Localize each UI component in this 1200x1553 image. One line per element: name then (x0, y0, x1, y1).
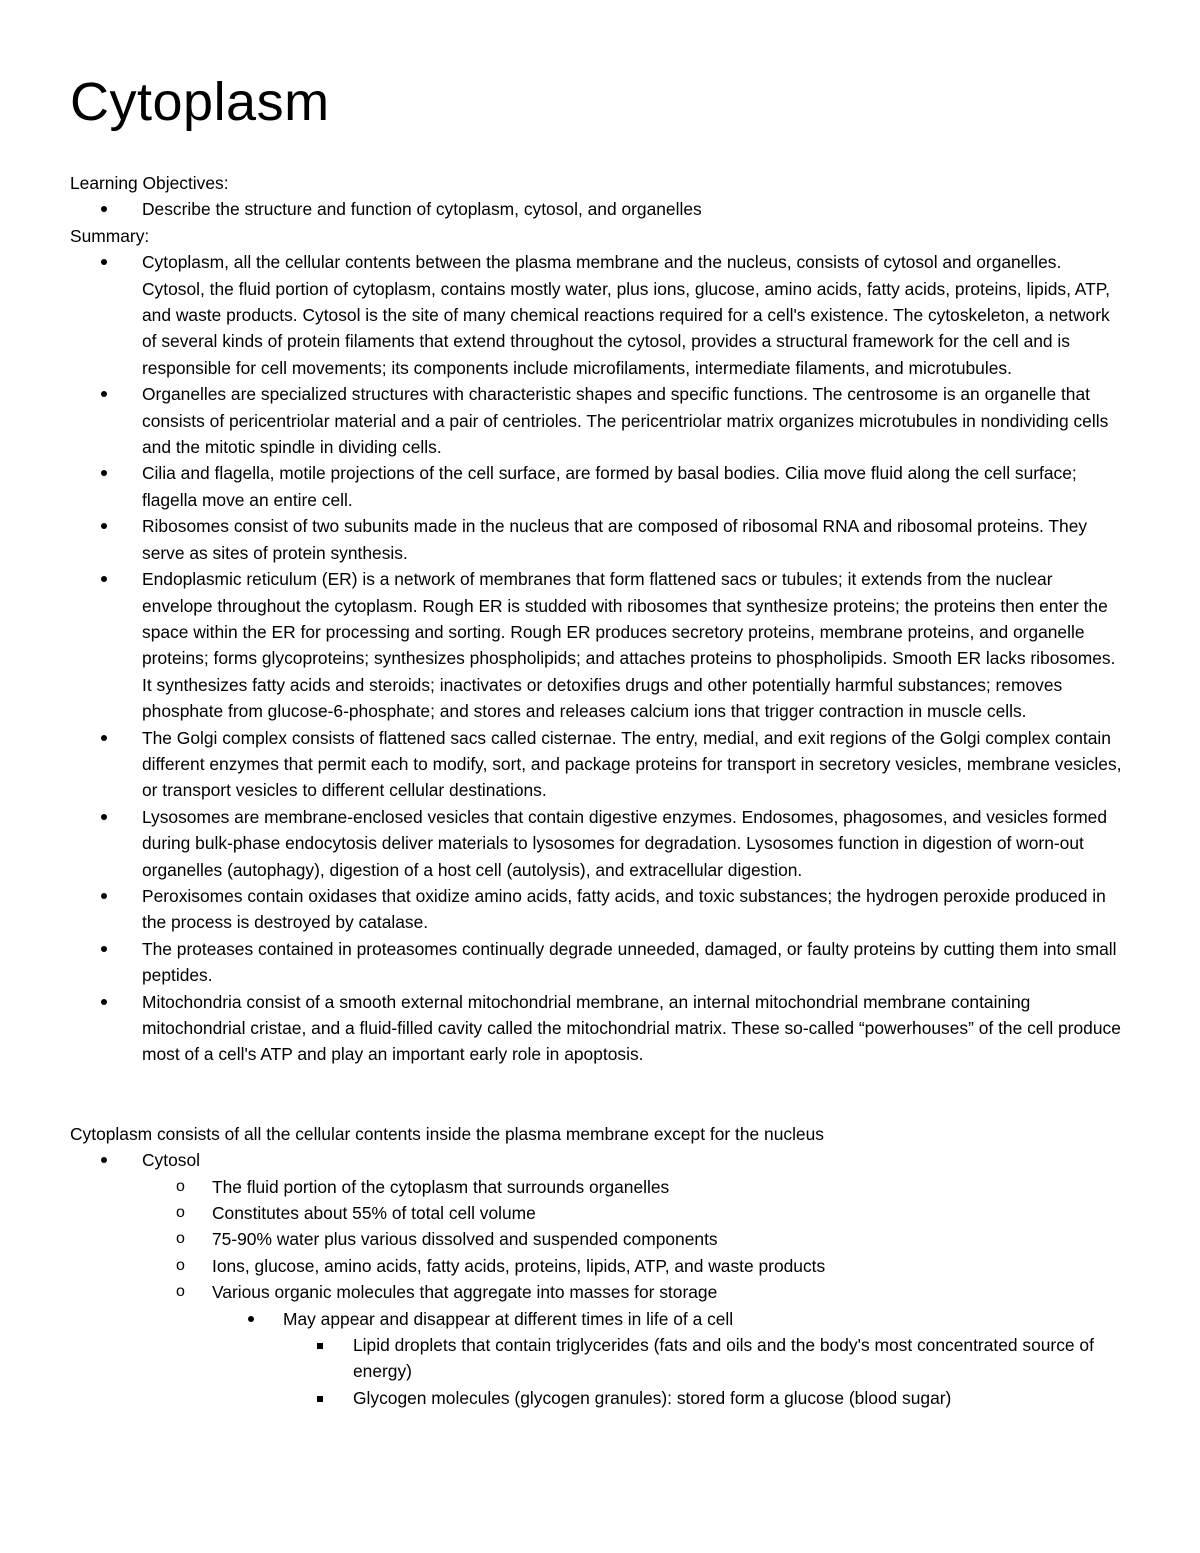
list-item: May appear and disappear at different times in life of a cell (70, 1306, 1124, 1332)
list-item: Cytoplasm, all the cellular contents between the plasma membrane and the nucleus, consists of cytosol and organelles. Cytosol, the fluid portion of cytoplasm, contains mostly water, plus ions, glucose, amino acids, fatty acids, proteins, lipids, ATP, and waste products. Cytosol is the site of many chemical reactions required for a cell's existence. The cytoskeleton, a network of several kinds of protein filaments that extend throughout the cytosol, provides a structural framework for the cell and is responsible for cell movements; its components include microfilaments, intermediate filaments, and microtubules. (70, 249, 1124, 381)
bullet-icon (248, 1316, 254, 1322)
notes-list (70, 1147, 1124, 1173)
circle-bullet-icon: o (176, 1177, 185, 1195)
bullet-icon (101, 391, 107, 397)
list-item: o Constitutes about 55% of total cell volume (70, 1200, 1124, 1226)
bullet-icon (101, 946, 107, 952)
bullet-icon (101, 814, 107, 820)
bullet-icon (101, 735, 107, 741)
circle-bullet-icon: o (176, 1230, 185, 1248)
bullet-icon (101, 1157, 107, 1163)
learning-objectives-list (70, 196, 1124, 222)
bullet-icon (101, 576, 107, 582)
summary-list (70, 249, 1124, 1068)
list-item: Glycogen molecules (glycogen granules): stored form a glucose (blood sugar) (70, 1385, 1124, 1411)
bullet-icon (101, 523, 107, 529)
summary-heading: Summary: (70, 225, 150, 246)
list-item: o 75-90% water plus various dissolved and suspended components (70, 1226, 1124, 1252)
bullet-icon (101, 259, 107, 265)
list-item-cytosol: Cytosol (70, 1147, 1124, 1173)
list-item: Ribosomes consist of two subunits made in the nucleus that are composed of ribosomal RNA and ribosomal proteins. They serve as sites of protein synthesis. (70, 513, 1124, 566)
square-bullet-icon (317, 1396, 323, 1402)
list-item: o Various organic molecules that aggregate into masses for storage (70, 1279, 1124, 1305)
storage-sublist (70, 1306, 1124, 1332)
list-item: Describe the structure and function of cytoplasm, cytosol, and organelles (70, 196, 1124, 222)
cytosol-sublist (70, 1174, 1124, 1306)
list-item: The proteases contained in proteasomes continually degrade unneeded, damaged, or faulty proteins by cutting them into small peptides. (70, 936, 1124, 989)
list-item: o Ions, glucose, amino acids, fatty acids, proteins, lipids, ATP, and waste products (70, 1253, 1124, 1279)
list-item: Cilia and flagella, motile projections of the cell surface, are formed by basal bodies. Cilia move fluid along the cell surface; flagella move an entire cell. (70, 460, 1124, 513)
list-item: o The fluid portion of the cytoplasm that surrounds organelles (70, 1174, 1124, 1200)
list-item: The Golgi complex consists of flattened sacs called cisternae. The entry, medial, and exit regions of the Golgi complex contain different enzymes that permit each to modify, sort, and package proteins for transport in secretory vesicles, membrane vesicles, or transport vesicles to different cellular destinations. (70, 725, 1124, 804)
document-body (70, 170, 1124, 1411)
list-item: Endoplasmic reticulum (ER) is a network of membranes that form flattened sacs or tubules; it extends from the nuclear envelope throughout the cytoplasm. Rough ER is studded with ribosomes that synthesize proteins; the proteins then enter the space within the ER for processing and sorting. Rough ER produces secretory proteins, membrane proteins, and organelle proteins; forms glycoproteins; synthesizes phospholipids; and attaches proteins to phospholipids. Smooth ER lacks ribosomes. It synthesizes fatty acids and steroids; inactivates or detoxifies drugs and other potentially harmful substances; removes phosphate from glucose-6-phosphate; and stores and releases calcium ions that trigger contraction in muscle cells. (70, 566, 1124, 724)
list-item: Organelles are specialized structures with characteristic shapes and specific functions. The centrosome is an organelle that consists of pericentriolar material and a pair of centrioles. The pericentriolar matrix organizes microtubules in nondividing cells and the mitotic spindle in dividing cells. (70, 381, 1124, 460)
circle-bullet-icon: o (176, 1283, 185, 1301)
list-item: Lipid droplets that contain triglycerides (fats and oils and the body's most concentrated source of energy) (70, 1332, 1124, 1385)
bullet-icon (101, 206, 107, 212)
bullet-icon (101, 893, 107, 899)
storage-examples-list (70, 1332, 1124, 1411)
square-bullet-icon (317, 1343, 323, 1349)
bullet-icon (101, 470, 107, 476)
circle-bullet-icon: o (176, 1204, 185, 1222)
list-item: Lysosomes are membrane-enclosed vesicles that contain digestive enzymes. Endosomes, phagosomes, and vesicles formed during bulk-phase endocytosis deliver materials to lysosomes for degradation. Lysosomes function in digestion of worn-out organelles (autophagy), digestion of a host cell (autolysis), and extracellular digestion. (70, 804, 1124, 883)
notes-intro: Cytoplasm consists of all the cellular contents inside the plasma membrane except for the nucleus (70, 1123, 824, 1144)
list-item: Peroxisomes contain oxidases that oxidize amino acids, fatty acids, and toxic substances; the hydrogen peroxide produced in the process is destroyed by catalase. (70, 883, 1124, 936)
list-item: Mitochondria consist of a smooth external mitochondrial membrane, an internal mitochondrial membrane containing mitochondrial cristae, and a fluid-filled cavity called the mitochondrial matrix. These so-called “powerhouses” of the cell produce most of a cell's ATP and play an important early role in apoptosis. (70, 989, 1124, 1068)
bullet-icon (101, 999, 107, 1005)
page-title: Cytoplasm (70, 72, 330, 132)
circle-bullet-icon: o (176, 1256, 185, 1274)
learning-objectives-heading: Learning Objectives: (70, 173, 229, 193)
spacer (70, 1068, 1124, 1121)
